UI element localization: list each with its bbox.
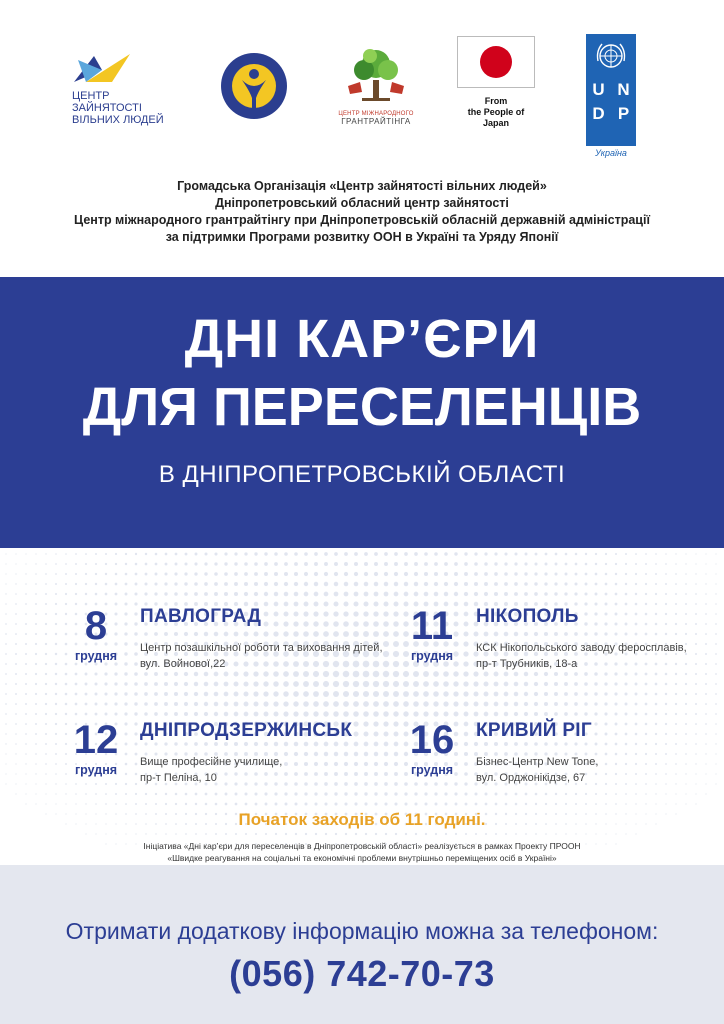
- event-place-line: Вище професійне училище,: [140, 756, 283, 768]
- event-place-line: КСК Нікопольського заводу феросплавів,: [476, 642, 687, 654]
- undp-letters: [586, 78, 636, 126]
- japan-line1: From: [484, 96, 508, 106]
- event-city: ДНІПРОДЗЕРЖИНСЬК: [140, 720, 353, 741]
- czvl-line1: ЦЕНТР ЗАЙНЯТОСТІ: [72, 90, 142, 114]
- contact-phone: (056) 742-70-73: [229, 953, 495, 994]
- organizer-line: Дніпропетровський обласний центр зайнятості: [215, 196, 509, 210]
- event-place-line: Центр позашкільної роботи та виховання дітей,: [140, 642, 383, 654]
- banner-title-line2: ДЛЯ ПЕРЕСЕЛЕНЦІВ: [82, 377, 642, 437]
- banner-subtitle: В ДНІПРОПЕТРОВСЬКІЙ ОБЛАСТІ: [158, 461, 566, 488]
- event-day: 16: [409, 718, 455, 762]
- undp-letter: D: [592, 104, 605, 123]
- undp-country: Україна: [595, 148, 627, 158]
- event-place: [476, 640, 716, 672]
- japan-flag-icon: [457, 36, 535, 88]
- event-date: [398, 604, 466, 663]
- organizer-line: Центр міжнародного грантрайтінгу при Дніпропетровській обласній державній адміністрації: [74, 213, 650, 227]
- undp-logo: [586, 34, 636, 158]
- event-details: [476, 606, 716, 672]
- undp-letter: N: [617, 80, 630, 99]
- start-time-notice: Початок заходів об 11 годині.: [238, 810, 486, 829]
- event-date: [398, 718, 466, 777]
- event-place-line: вул. Войнової,22: [140, 658, 226, 670]
- event-month: грудня: [74, 763, 118, 777]
- event-place: [140, 640, 400, 672]
- contact-question: Отримати додаткову інформацію можна за телефоном:: [65, 918, 659, 944]
- event-details: [140, 606, 400, 672]
- tree-icon: [340, 42, 412, 104]
- event-city: НІКОПОЛЬ: [476, 606, 579, 627]
- event-item: [398, 604, 724, 694]
- event-place-line: пр-т Пеліна, 10: [140, 772, 217, 784]
- event-place-line: вул. Орджонікідзе, 67: [476, 772, 586, 784]
- event-day: 12: [73, 718, 119, 762]
- czvl-name: [72, 90, 182, 126]
- banner-title-line1: ДНІ КАР’ЄРИ: [184, 309, 540, 369]
- initiative-note-line: Ініціатива «Дні кар’єри для переселенців в Дніпропетровській області» реалізується в рамках Проекту ПРООН: [143, 841, 581, 851]
- un-emblem-icon: [586, 34, 636, 78]
- event-date: [62, 718, 130, 777]
- event-city: ПАВЛОГРАД: [140, 606, 262, 627]
- organizer-line: за підтримки Програми розвитку ООН в Україні та Уряду Японії: [165, 230, 559, 244]
- event-day: 11: [410, 604, 454, 648]
- event-details: [476, 720, 716, 786]
- contact-footer: [0, 865, 724, 1024]
- czvl-logo: [72, 50, 182, 126]
- employment-service-icon: [220, 52, 288, 120]
- event-month: грудня: [74, 649, 118, 663]
- japan-logo: [457, 36, 535, 129]
- japan-caption: [457, 96, 535, 129]
- employment-service-emblem: [220, 52, 288, 120]
- cmg-logo: [336, 42, 416, 126]
- event-details: [140, 720, 400, 786]
- event-item: [62, 718, 392, 808]
- title-banner: [0, 277, 724, 548]
- event-place-line: пр-т Трубників, 18-а: [476, 658, 578, 670]
- logo-row: [0, 30, 724, 160]
- event-item: [62, 604, 392, 694]
- initiative-note-line: «Швидке реагування на соціальні та економічні проблеми внутрішньо переміщених осіб в Україні»: [167, 853, 557, 863]
- japan-line2: the People of Japan: [467, 107, 525, 128]
- undp-letter: P: [617, 104, 630, 123]
- undp-letter: U: [592, 80, 605, 99]
- event-place: [140, 754, 400, 786]
- czvl-mark-icon: [72, 50, 132, 84]
- cmg-line1: ЦЕНТР МІЖНАРОДНОГО: [338, 111, 414, 117]
- organizers-block: [0, 178, 724, 246]
- event-date: [62, 604, 130, 663]
- event-month: грудня: [410, 763, 454, 777]
- event-day: 8: [84, 604, 108, 648]
- event-place: [476, 754, 716, 786]
- event-place-line: Бізнес-Центр New Tone,: [476, 756, 599, 768]
- event-city: КРИВИЙ РІГ: [476, 720, 592, 741]
- organizer-line: Громадська Організація «Центр зайнятості вільних людей»: [177, 179, 547, 193]
- event-item: [398, 718, 724, 808]
- event-month: грудня: [410, 649, 454, 663]
- czvl-line2: ВІЛЬНИХ ЛЮДЕЙ: [72, 114, 164, 126]
- initiative-note: [0, 840, 724, 864]
- cmg-line2: ГРАНТРАЙТІНГА: [341, 117, 411, 126]
- undp-box: [586, 34, 636, 146]
